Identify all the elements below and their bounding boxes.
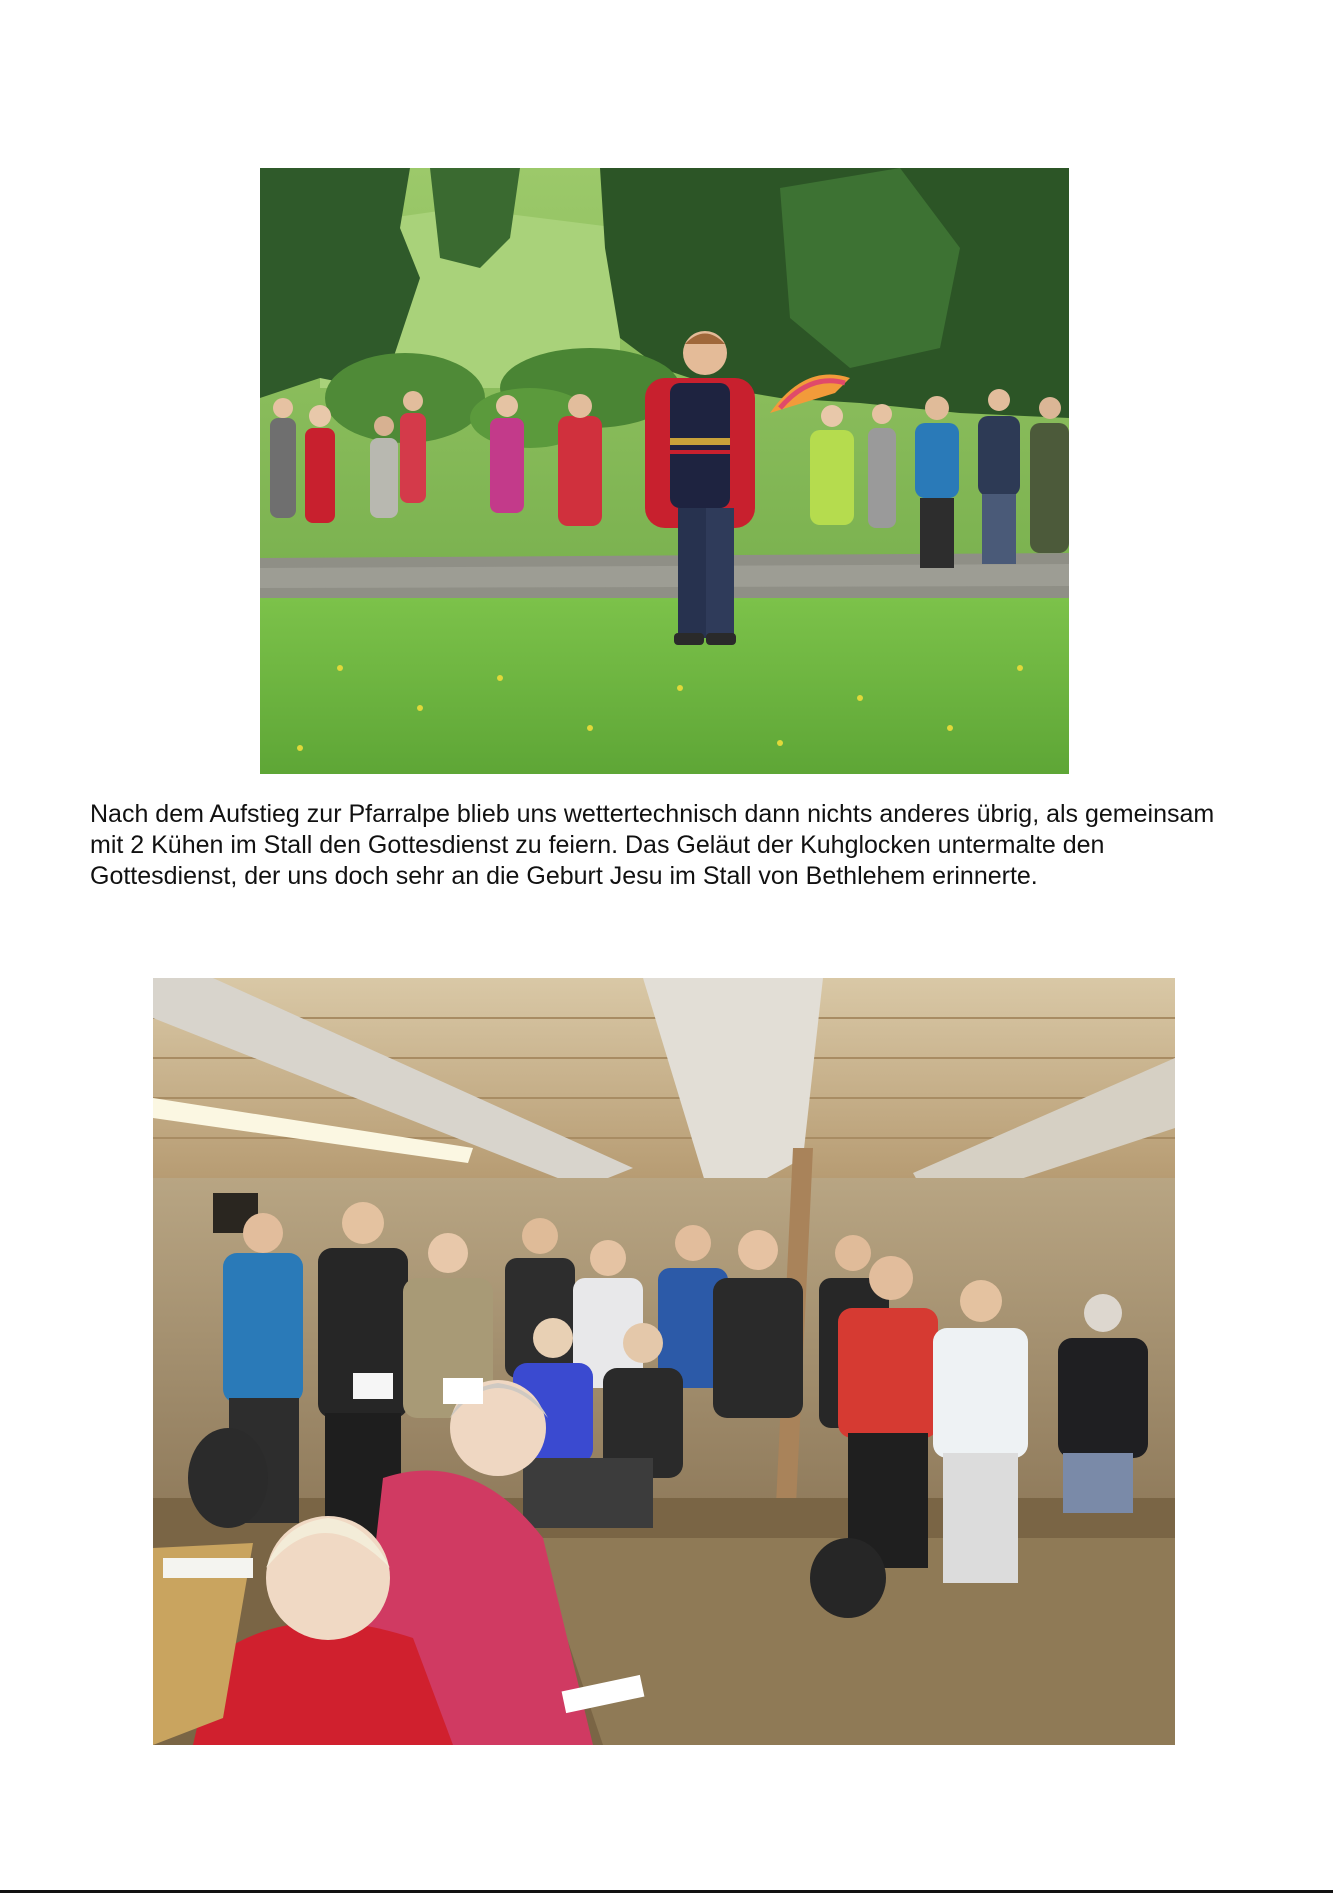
barn-service-photo <box>153 978 1175 1745</box>
photo-caption: Nach dem Aufstieg zur Pfarralpe blieb uns wettertechnisch dann nichts anderes übrig, als gemeinsam mit 2 Kühen im Stall den Gottesdienst zu feiern. Das Geläut der Kuhglocken untermalte den Gottesdienst, der uns doch sehr an die Geburt Jesu im Stall von Bethlehem erinnerte. <box>90 800 1215 890</box>
hiking-group-photo <box>260 168 1069 774</box>
